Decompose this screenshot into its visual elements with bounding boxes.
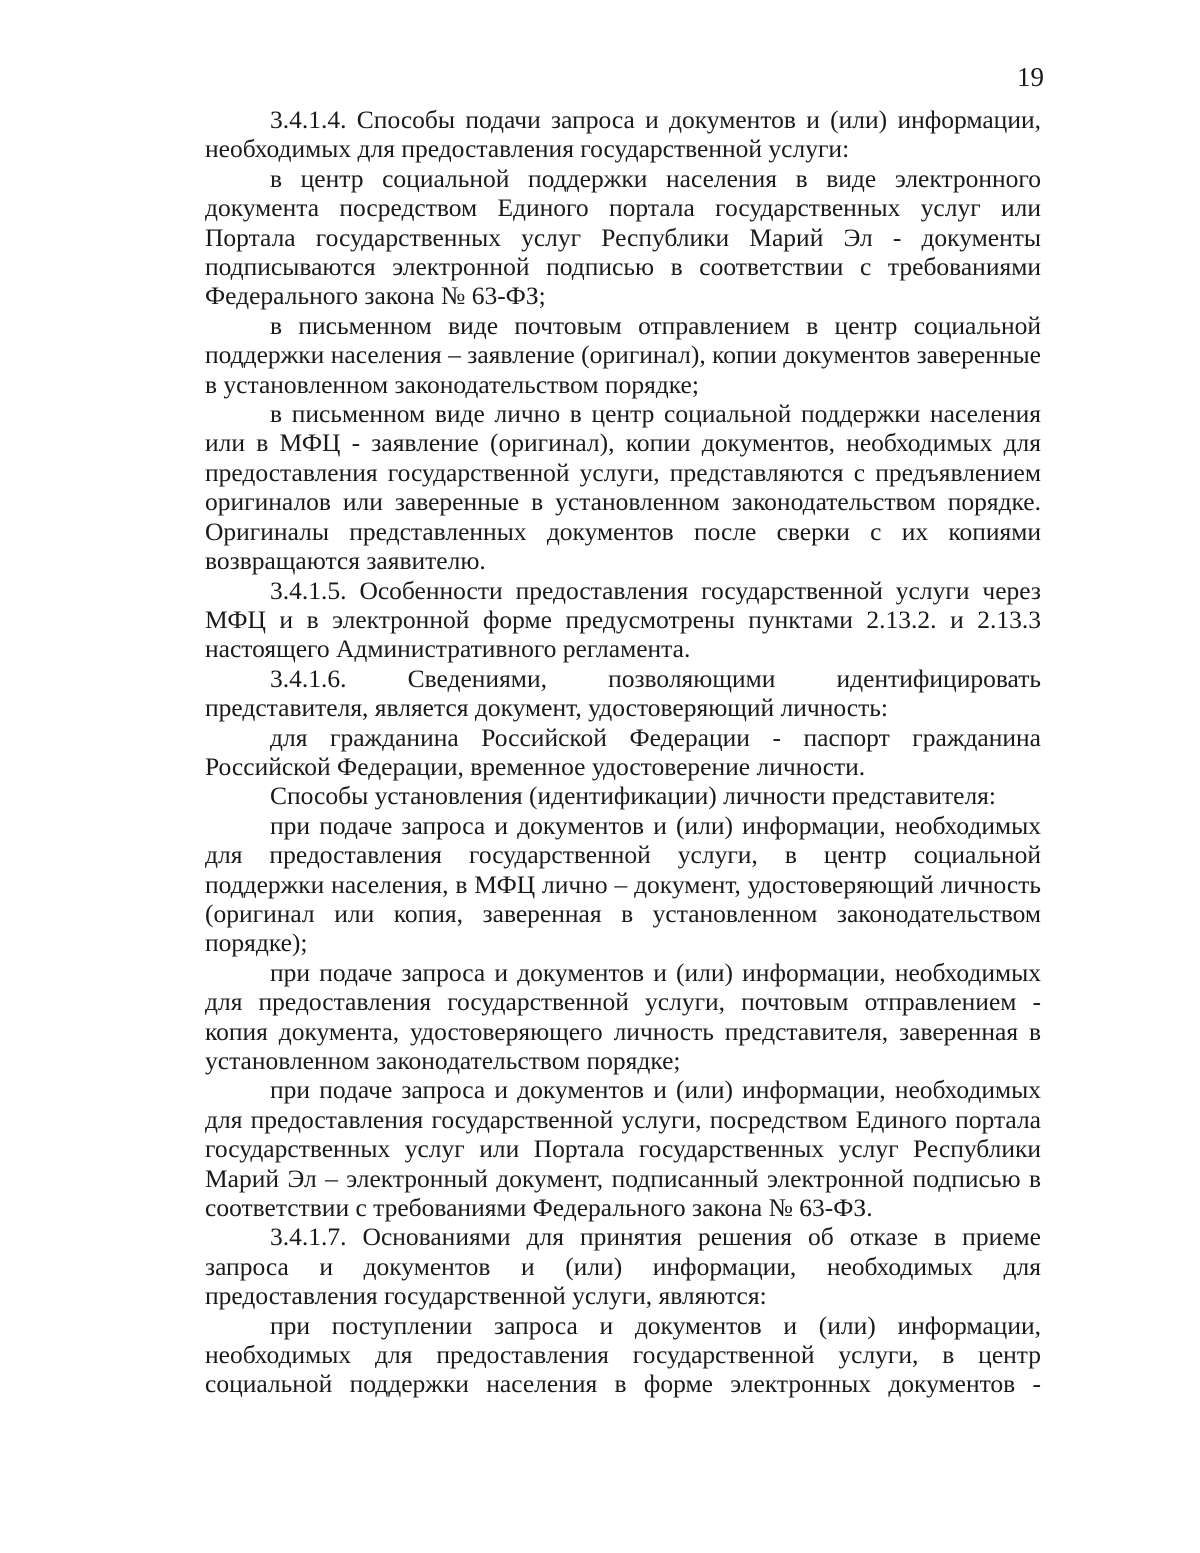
paragraph-3-4-1-6: 3.4.1.6. Сведениями, позволяющими идентифицировать представителя, является документ, удостоверяющий личность: xyxy=(205,663,1041,723)
paragraph-refusal-electronic: при поступлении запроса и документов и (или) информации, необходимых для предоставления государственной услуги, в центр социальной поддержки населения в форме электронных документов - xyxy=(205,1310,1041,1399)
paragraph-personal-submission: в письменном виде лично в центр социальной поддержки населения или в МФЦ - заявление (оригинал), копии документов, необходимых для предоставления государственной услуги, представляются с предъявлением оригиналов или заверенные в установленном законодательством порядке. Оригиналы представленных документов после сверки с их копиями возвращаются заявителю. xyxy=(205,399,1041,576)
paragraph-3-4-1-5: 3.4.1.5. Особенности предоставления государственной услуги через МФЦ и в электронной форме предусмотрены пунктами 2.13.2. и 2.13.3 настоящего Административного регламента. xyxy=(205,575,1041,664)
paragraph-citizen-passport: для гражданина Российской Федерации - паспорт гражданина Российской Федерации, временное удостоверение личности. xyxy=(205,722,1041,781)
paragraph-identification-postal: при подаче запроса и документов и (или) информации, необходимых для предоставления государственной услуги, почтовым отправлением - копия документа, удостоверяющего личность представителя, заверенная в установленном законодательством порядке; xyxy=(205,957,1041,1075)
document-body xyxy=(205,105,1041,1399)
paragraph-identification-methods: Способы установления (идентификации) личности представителя: xyxy=(270,781,996,811)
paragraph-identification-portal: при подаче запроса и документов и (или) информации, необходимых для предоставления государственной услуги, посредством Единого портала государственных услуг или Портала государственных услуг Республики Марий Эл – электронный документ, подписанный электронной подписью в соответствии с требованиями Федерального закона № 63-ФЗ. xyxy=(205,1075,1041,1223)
paragraph-electronic-submission: в центр социальной поддержки населения в виде электронного документа посредством Единого портала государственных услуг или Портала государственных услуг Республики Марий Эл - документы подписываются электронной подписью в соответствии с требованиями Федерального закона № 63-ФЗ; xyxy=(205,163,1041,311)
paragraph-3-4-1-7: 3.4.1.7. Основаниями для принятия решения об отказе в приеме запроса и документов и (или) информации, необходимых для предоставления государственной услуги, являются: xyxy=(205,1222,1041,1311)
page-number: 19 xyxy=(1017,62,1044,92)
paragraph-postal-submission: в письменном виде почтовым отправлением в центр социальной поддержки населения – заявление (оригинал), копии документов заверенные в установленном законодательством порядке; xyxy=(205,310,1041,399)
paragraph-3-4-1-4: 3.4.1.4. Способы подачи запроса и документов и (или) информации, необходимых для предоставления государственной услуги: xyxy=(205,105,1041,164)
paragraph-identification-in-person: при подаче запроса и документов и (или) информации, необходимых для предоставления государственной услуги, в центр социальной поддержки населения, в МФЦ лично – документ, удостоверяющий личность (оригинал или копия, заверенная в установленном законодательством порядке); xyxy=(205,810,1041,958)
